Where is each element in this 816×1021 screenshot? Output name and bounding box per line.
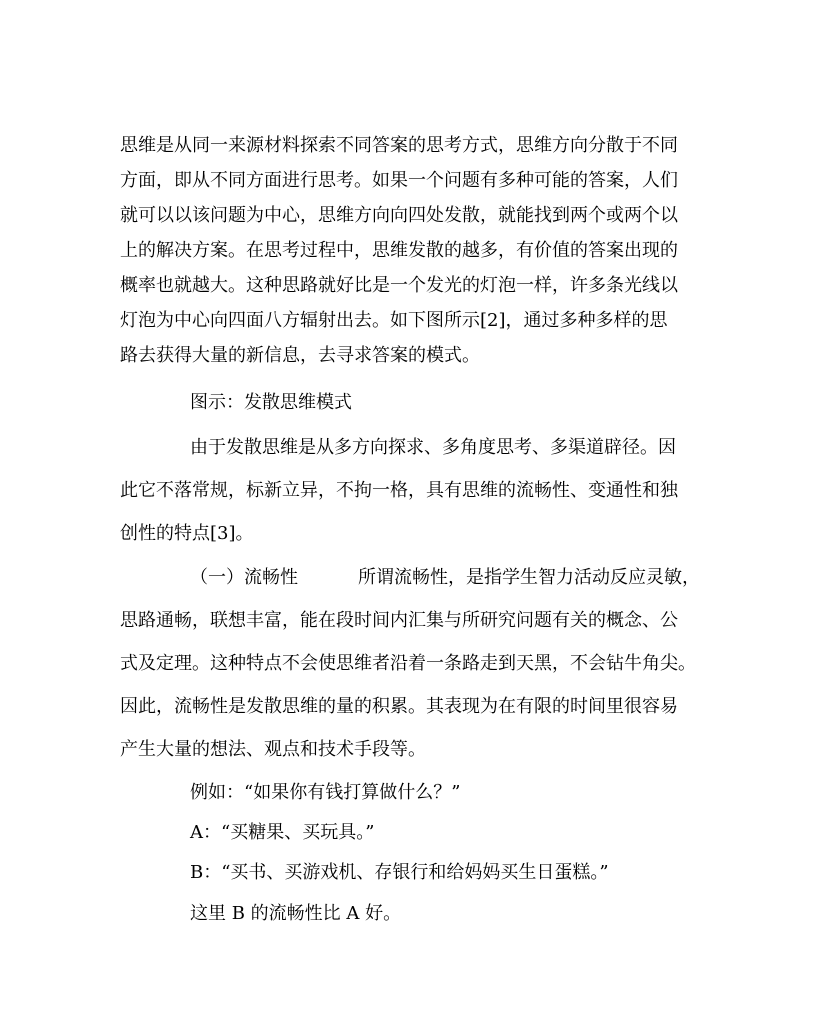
paragraph-line: 思路通畅，联想丰富，能在段时间内汇集与所研究问题有关的概念、公: [120, 610, 678, 631]
paragraph-line: 因此，流畅性是发散思维的量的积累。其表现为在有限的时间里很容易: [120, 696, 678, 717]
paragraph-line: 上的解决方案。在思考过程中，思维发散的越多，有价值的答案出现的: [120, 240, 678, 261]
paragraph-line: 由于发散思维是从多方向探求、多角度思考、多渠道辟径。因: [190, 437, 676, 458]
paragraph-line: 此它不落常规，标新立异，不拘一格，具有思维的流畅性、变通性和独: [120, 480, 678, 501]
paragraph-line: 方面，即从不同方面进行思考。如果一个问题有多种可能的答案，人们: [120, 170, 678, 191]
paragraph-line: 所谓流畅性，是指学生智力活动反应灵敏，: [358, 567, 700, 588]
paragraph-line: 灯泡为中心向四面八方辐射出去。如下图所示[2]，通过多种多样的思: [120, 310, 668, 331]
paragraph-line: 式及定理。这种特点不会使思维者沿着一条路走到天黑，不会钻牛角尖。: [120, 653, 696, 674]
paragraph-line: 就可以以该问题为中心，思维方向向四处发散，就能找到两个或两个以: [120, 205, 678, 226]
example-conclusion: 这里 B 的流畅性比 A 好。: [190, 903, 402, 924]
section-heading: （一）流畅性: [190, 567, 298, 588]
example-question: 例如：“如果你有钱打算做什么？”: [190, 782, 461, 803]
example-answer-b: B：“买书、买游戏机、存银行和给妈妈买生日蛋糕。”: [190, 862, 609, 883]
section-line: [190, 567, 700, 589]
example-answer-a: A：“买糖果、买玩具。”: [190, 822, 375, 843]
figure-caption: 图示：发散思维模式: [190, 392, 352, 413]
paragraph-line: 创性的特点[3]。: [120, 523, 254, 544]
paragraph-line: 概率也就越大。这种思路就好比是一个发光的灯泡一样，许多条光线以: [120, 275, 678, 296]
paragraph-line: 思维是从同一来源材料探索不同答案的思考方式，思维方向分散于不同: [120, 135, 678, 156]
paragraph-line: 产生大量的想法、观点和技术手段等。: [120, 739, 426, 760]
paragraph-line: 路去获得大量的新信息，去寻求答案的模式。: [120, 345, 480, 366]
